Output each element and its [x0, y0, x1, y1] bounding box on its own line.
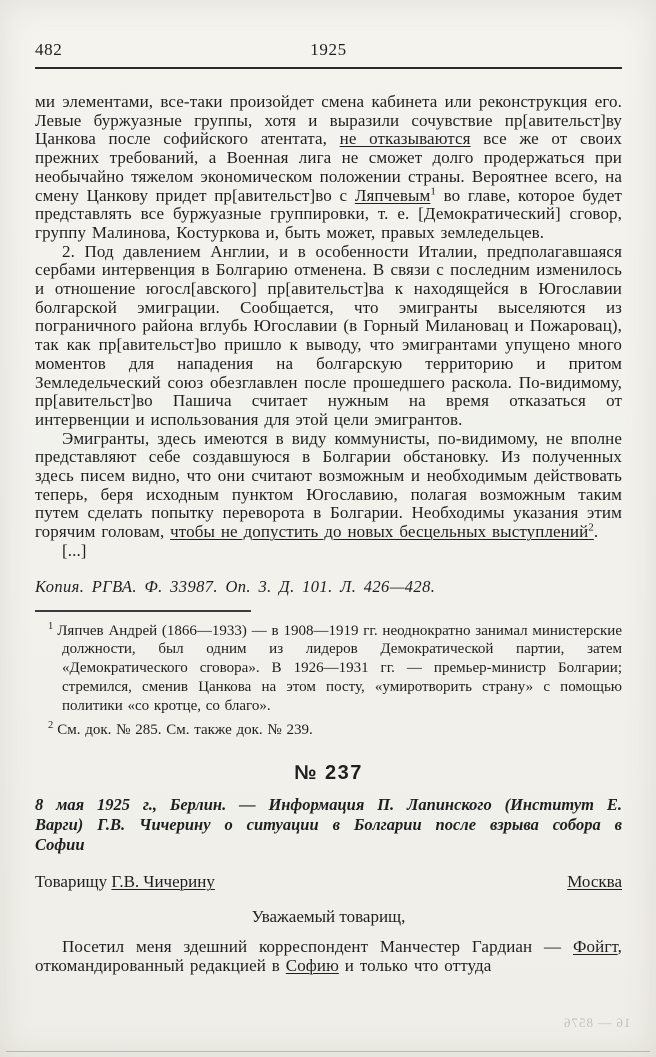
- footnote-ref-1: 1: [430, 184, 436, 197]
- recipient-name: Г.В. Чичерину: [111, 872, 215, 892]
- text-run: чтобы не допустить до новых бесцельных выступлений: [170, 522, 589, 542]
- document-title: 8 мая 1925 г., Берлин. — Информация П. Лапинского (Институт Е. Варги) Г.В. Чичерину о ситуации в Болгарии после взрыва собора в Софии: [35, 795, 622, 854]
- footnote-text: См. док. № 285. См. также док. № 239.: [57, 722, 313, 739]
- footnotes-block: [35, 622, 622, 740]
- document-body: [35, 93, 622, 561]
- text-run: , откомандированный редакцией в: [35, 937, 622, 976]
- underlined-name: Ляпчевым: [354, 185, 431, 205]
- text-run: Посетил меня здешний корреспондент Манчестер Гардиан —: [62, 937, 573, 957]
- paragraph: [35, 243, 622, 430]
- text-run: ми элементами, все-таки произойдет смена кабинета или реконструкция его. Левые буржуазные группы, хотя и выразили сочувствие пр[авительст]ву Цанкова после софийского атентата,: [35, 92, 622, 149]
- year-header: 1925: [310, 40, 347, 59]
- text-run: все же от своих прежних требований, а Военная лига не сможет долго продержаться при необычайно тяжелом экономическом положении страны. Вероятнее всего, на смену Цанкову придет пр[авительст]во с: [35, 129, 623, 205]
- footnote-ref-2: 2: [588, 521, 594, 534]
- underlined-name: Софию: [285, 956, 339, 976]
- footnote: [35, 622, 622, 717]
- text-run: во главе, которое будет представлять все буржуазные группировки, т. е. [Демократический] сговор, группу Малинова, Костуркова и, быть может, правых земледельцев.: [35, 185, 622, 242]
- footnote-text: Ляпчев Андрей (1866—1933) — в 1908—1919 гг. неоднократно занимал министерские должности, был одним из лидеров Демократической партии, затем «Демократического сговора». В 1926—1931 гг. — премьер-министр Болгарии; стремился, сменив Цанкова на этом посту, «умиротворить страну» с помощью политики «со кротце, со благо».: [57, 622, 622, 715]
- text-run: Товарищу: [35, 872, 112, 892]
- paragraph: [35, 938, 622, 975]
- underlined-phrase: [170, 522, 594, 541]
- salutation: Уважаемый товарищ,: [251, 907, 406, 927]
- paragraph: [35, 430, 622, 542]
- letter-body: [35, 938, 622, 975]
- text-run: .: [593, 522, 599, 542]
- footnote-separator: [35, 610, 251, 612]
- footnote-marker: 2: [48, 720, 54, 732]
- running-head: [35, 40, 622, 69]
- underlined-name: Фойгт: [572, 937, 618, 957]
- footnote-marker: 1: [48, 620, 54, 632]
- footnote: [35, 721, 622, 740]
- page-number: 482: [35, 40, 63, 59]
- recipient-line: [35, 872, 215, 892]
- city-label: Москва: [567, 872, 622, 892]
- document-number-heading: № 237: [294, 762, 363, 785]
- text-run: 2. Под давлением Англии, и в особенности Италии, предполагавшаяся сербами интервенция в Болгарию отменена. В связи с последним изменилось и отношение югосл[авского] пр[авительст]ва к находящейся в Югославии болгарской эмиграции. Сообщается, что эмигранты выселяются из пограничного района вглубь Югославии (в Горный Милановац и Пожаровац), так как пр[авительст]во пришло к выводу, что эмигрантами упущено много моментов для нападения на болгарскую территорию и притом Земледельческий союз обезглавлен после прошедшего раскола. По-видимому, пр[авительст]во Пашича считает нужным на время отказаться от интервенции и использования для этой цели эмигрантов.: [35, 241, 622, 429]
- underlined-phrase: не отказываются: [339, 129, 471, 149]
- text-run: Эмигранты, здесь имеются в виду коммунисты, по-видимому, не вполне представляют себе создавшуюся в Болгарии обстановку. Из полученных здесь писем видно, что они считают возможным и необходимым действовать теперь, беря исходным пунктом Югославию, полагая возможным таким путем сделать попытку переворота в Болгарии. Необходимы указания этим горячим головам,: [35, 428, 622, 542]
- mirrored-print-mark: 16 — 8576: [562, 1015, 630, 1030]
- scan-edge-line: [6, 1051, 650, 1052]
- text-run: и только что оттуда: [338, 956, 492, 976]
- archival-citation: Копия. РГВА. Ф. 33987. Оп. 3. Д. 101. Л. 426—428.: [35, 576, 436, 596]
- omission-mark: [...]: [62, 540, 87, 560]
- address-row: [35, 872, 622, 892]
- paragraph: [35, 93, 622, 243]
